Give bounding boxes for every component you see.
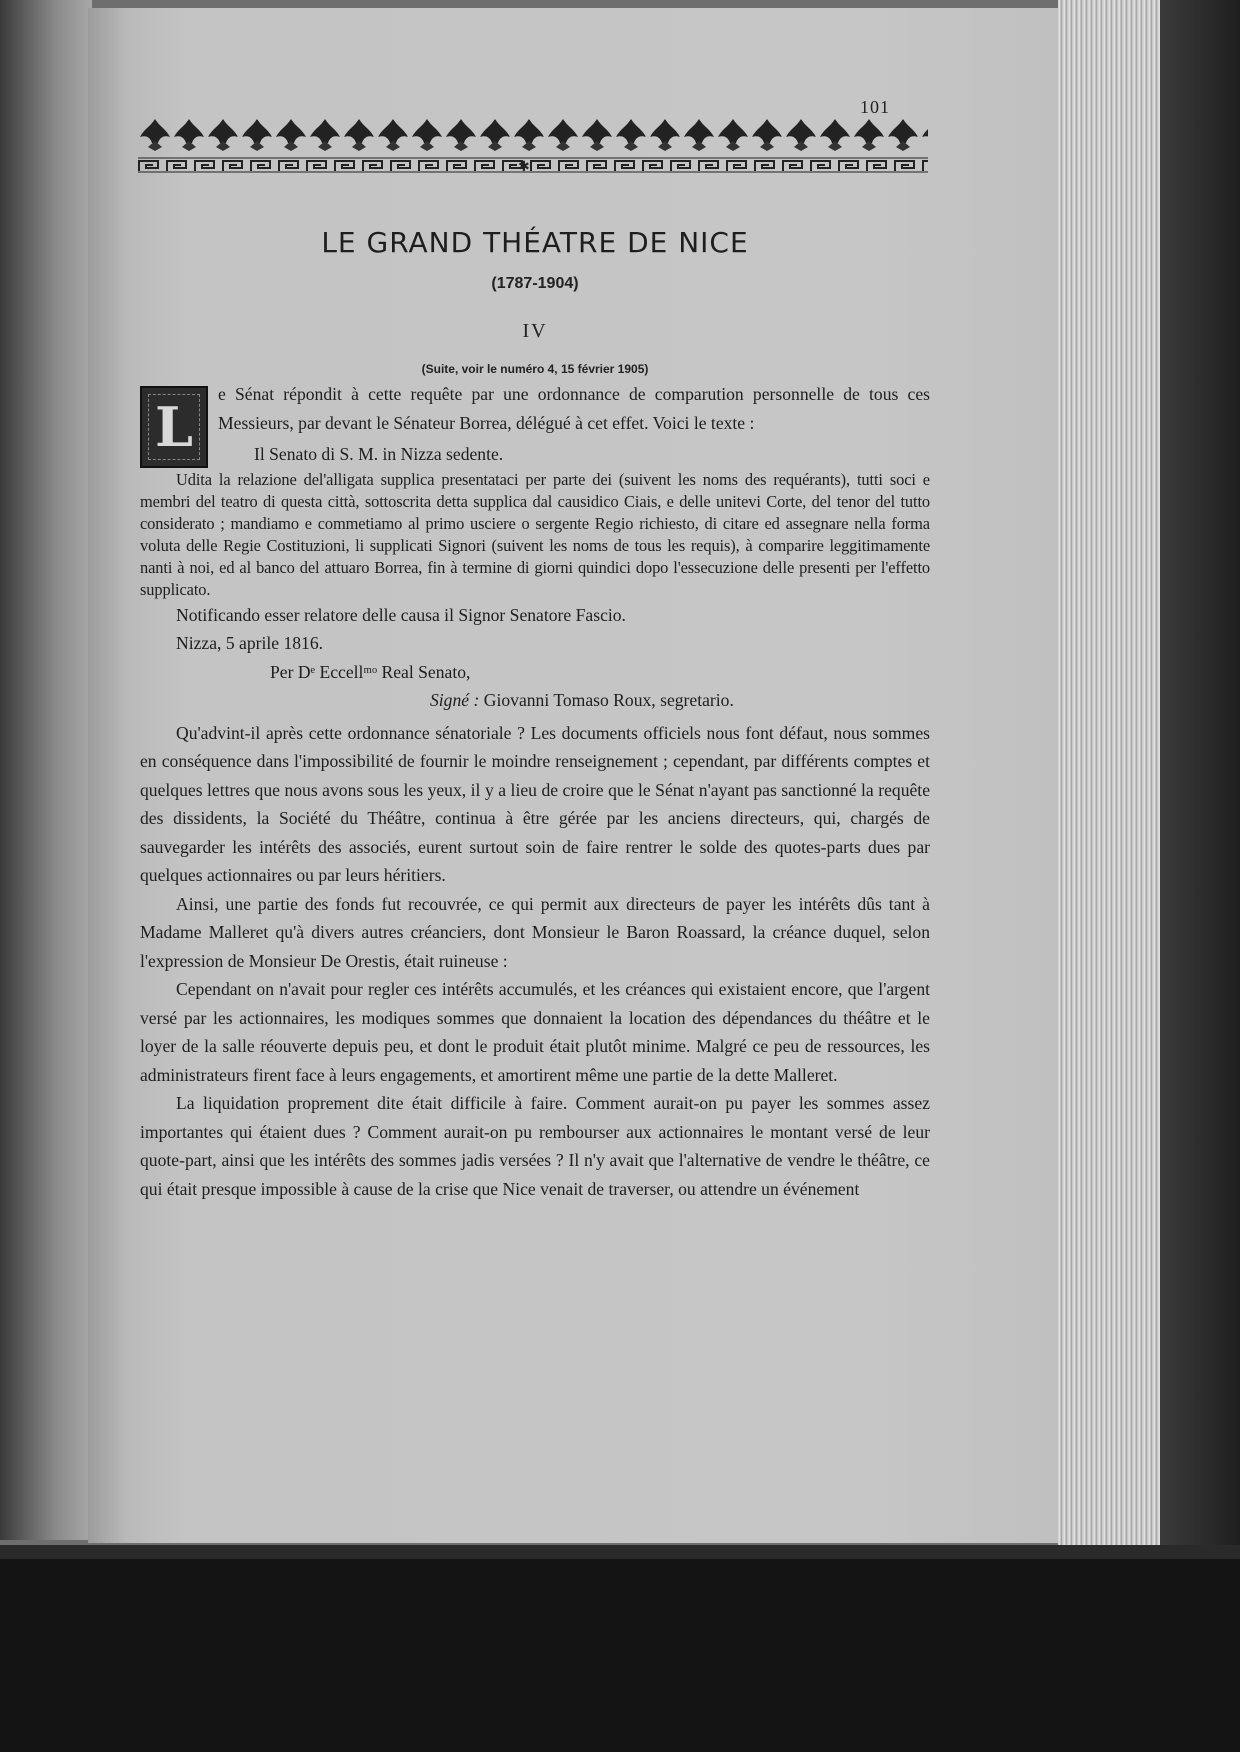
paragraph-8: Qu'advint-il après cette ordonnance sénatoriale ? Les documents officiels nous font défaut, nous sommes en conséquence dans l'impossibilité de fournir le moindre renseignement ; cependant, par différents comptes et quelques lettres que nous avons sous les yeux, il y a lieu de croire que le Sénat n'ayant pas sanctionné la requête des dissidents, la Société du Théâtre, continua à être gérée par les anciens directeurs, qui, chargés de sauvegarder les intérêts des associés, eurent surtout soin de faire rentrer le solde des quotes-parts dues par quelques actionnaires ou par leurs héritiers.	[140, 722, 930, 885]
drop-cap: L	[140, 386, 208, 468]
article-title: LE GRAND THÉATRE DE NICE	[321, 226, 749, 259]
paragraph-9: Ainsi, une partie des fonds fut recouvrée, ce qui permit aux directeurs de payer les intérêts dûs tant à Madame Malleret qu'à divers autres créanciers, dont Monsieur le Baron Roassard, la créance duquel, selon l'expression de Monsieur De Orestis, était ruineuse :	[140, 893, 930, 971]
article-body	[140, 380, 930, 1203]
signature-line-1: Per Dᵉ Eccellᵐᵒ Real Senato,	[270, 661, 471, 682]
svg-text:✱: ✱	[518, 159, 530, 175]
signature-line-2	[140, 686, 930, 715]
signature-name: Giovanni Tomaso Roux, segretario.	[483, 690, 734, 710]
scanner-background	[0, 1545, 1240, 1752]
page-number: 101	[860, 97, 890, 117]
book-cover	[1160, 0, 1240, 1560]
paragraph-11: La liquidation proprement dite était difficile à faire. Comment aurait-on pu payer les sommes assez importantes qui étaient dues ? Comment aurait-on pu rembourser aux actionnaires le montant versé de leur quote-part, ainsi que les intérêts des sommes jadis versées ? Il n'y avait que l'alternative de vendre le théâtre, ce qui était presque impossible à cause de la crise que Nice venait de traverser, ou attendre un événement	[140, 1093, 930, 1199]
paragraph-10: Cependant on n'avait pour regler ces intérêts accumulés, et les créances qui existaient encore, que l'argent versé par les actionnaires, les modiques sommes que donnaient la location des dépendances du théâtre et le loyer de la salle réouverte depuis peu, et dont le produit était plutôt minime. Malgré ce peu de ressources, les administrateurs firent face à leurs engagements, et amortirent même une partie de la dette Malleret.	[140, 979, 930, 1085]
left-page-edge	[0, 0, 92, 1540]
paragraph-4: Notificando esser relatore delle causa il Signor Senatore Fascio.	[176, 604, 626, 625]
signature-label: Signé :	[430, 690, 480, 710]
paragraph-2: Il Senato di S. M. in Nizza sedente.	[254, 444, 504, 464]
page-edges	[1058, 0, 1168, 1560]
paragraph-5-date: Nizza, 5 aprile 1816.	[176, 633, 324, 653]
continuation-note: (Suite, voir le numéro 4, 15 février 1905)	[421, 362, 649, 376]
chapter-number: IV	[522, 320, 548, 342]
paragraph-3: Udita la relazione del'alligata supplica presentataci per parte dei (suivent les noms des requérants), tutti soci e membri del teatro di questa città, sottoscrita detta supplica dal causidico Ciais, e delle unitevi Corte, del tenor del tutto considerato ; mandiamo e commetiamo al primo usciere o sergente Regio richiesto, di citare ed assegnare nella forma voluta delle Regie Costituzioni, li supplicati Signori (suivent les noms de tous les requis), à comparire leggitimamente nanti à noi, ed al banco del attuaro Borrea, fin à termine di giorni quindici dopo l'essecuzione delle presenti per l'effetto supplicato.	[140, 469, 930, 599]
paragraph-1-text: e Sénat répondit à cette requête par une ordonnance de comparution personnelle de tous ces Messieurs, par devant le Sénateur Borrea, délégué à cet effet. Voici le texte :	[218, 384, 930, 433]
ornamental-header-band	[138, 117, 928, 177]
article-years: (1787-1904)	[491, 275, 579, 292]
